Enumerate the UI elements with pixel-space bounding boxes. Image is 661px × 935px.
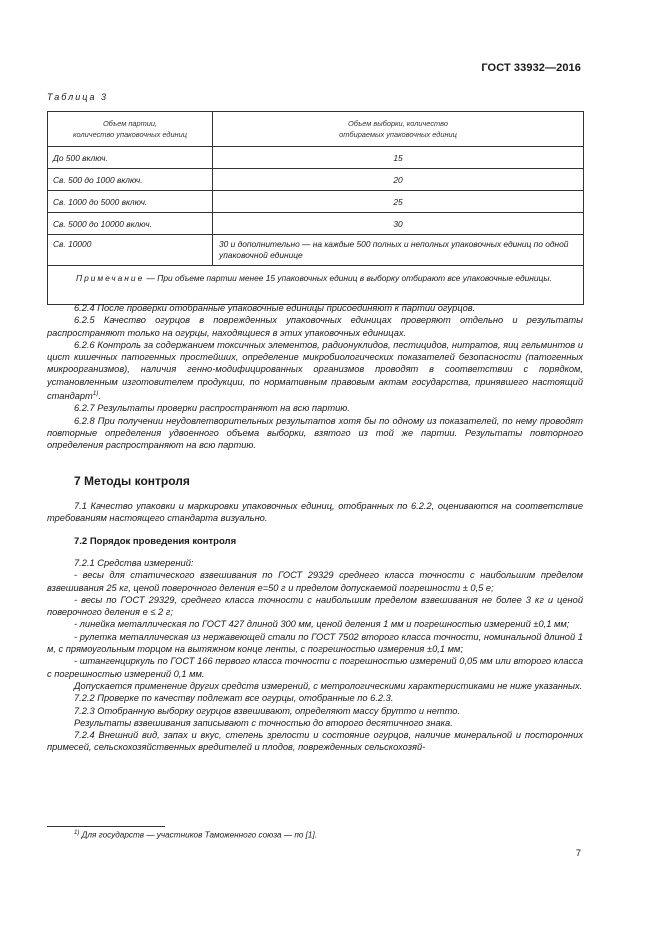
paragraph: 6.2.5 Качество огурцов в поврежденных упаковочных единицах проверяют отдельно и результаты распространяют только на огурцы, находящиеся в этих упаковочных единицах. <box>47 315 583 338</box>
lot-cell: Св. 5000 до 10000 включ. <box>48 213 213 235</box>
column-header-sample: Объем выборки, количество отбираемых упаковочных единиц <box>213 112 584 147</box>
section-7-2-text <box>47 557 583 754</box>
paragraph: 6.2.4 После проверки отобранные упаковочные единицы присоединяют к партии огурцов. <box>74 303 476 313</box>
section-7-title: 7 Методы контроля <box>74 474 190 488</box>
sample-cell: 30 и дополнительно — на каждые 500 полных и неполных упаковочных единиц по одной упаковочной единице <box>213 235 584 266</box>
footnote-mark: 1) <box>74 830 80 836</box>
sample-cell: 15 <box>213 147 584 169</box>
note-label: Примечание <box>76 273 145 283</box>
lot-cell: Св. 1000 до 5000 включ. <box>48 191 213 213</box>
paragraph: 6.2.6 Контроль за содержанием токсичных элементов, радионуклидов, пестицидов, нитратов, яиц гельминтов и цист кишечных патогенных простейших, определение микробиологических показателей безопасности (патогенных микроорганизмов), наличия генно-модифицированных организмов проводят в соответствии с порядком, установленным изготовителем продукции, по нормативным правовым актам государства, принявшего настоящий стандарт$^{1)}$. <box>47 339 583 402</box>
footnote-divider <box>47 826 165 827</box>
paragraph: - штангенциркуль по ГОСТ 166 первого класса точности с погрешностью измерений 0,05 мм или второго класса с погрешностью измерений 0,1 мм. <box>47 656 583 679</box>
footnote <box>74 830 317 840</box>
document-header: ГОСТ 33932—2016 <box>481 62 581 74</box>
paragraph: Результаты взвешивания записывают с точностью до второго десятичного знака. <box>74 717 453 728</box>
column-header-lot: Объем партии, количество упаковочных единиц <box>48 112 213 147</box>
paragraph: - линейка металлическая по ГОСТ 427 длиной 300 мм, ценой деления 1 мм и погрешностью измерений ±0,1 мм; <box>74 619 570 630</box>
paragraph: 6.2.7 Результаты проверки распространяют на всю партию. <box>74 403 350 414</box>
paragraph: - весы для статического взвешивания по ГОСТ 29329 среднего класса точности с наибольшим пределом взвешивания 25 кг, ценой поверочного деления e=50 г и пределом допускаемой погрешности ± 0,5 e; <box>47 570 583 593</box>
paragraph: Допускается применение других средств измерений, с метрологическими характеристиками не ниже указанных. <box>74 680 583 691</box>
section-6-2-text <box>47 302 583 452</box>
table-note <box>48 266 584 305</box>
paragraph: 7.2.1 Средства измерений: <box>74 558 194 568</box>
table-row <box>48 235 584 266</box>
table-header-row <box>48 112 584 147</box>
section-7-2-title: 7.2 Порядок проведения контроля <box>74 536 237 547</box>
note-text: — При объеме партии менее 15 упаковочных единиц в выборку отбирают все упаковочные единицы. <box>144 273 552 283</box>
table-note-row <box>48 266 584 305</box>
paragraph: 7.2.2 Проверке по качеству подлежат все огурцы, отобранные по 6.2.3. <box>74 693 394 704</box>
table-row <box>48 169 584 191</box>
footnote-text: Для государств — участников Таможенного союза — по [1]. <box>79 830 318 840</box>
sampling-table <box>47 111 584 305</box>
sample-cell: 20 <box>213 169 584 191</box>
paragraph: 7.2.3 Отобранную выборку огурцов взвешивают, определяют массу брутто и нетто. <box>74 705 460 716</box>
lot-cell: Св. 500 до 1000 включ. <box>48 169 213 191</box>
section-7-1-text <box>47 500 583 525</box>
paragraph: 7.2.4 Внешний вид, запах и вкус, степень зрелости и состояние огурцов, наличие минеральной и посторонних примесей, сельскохозяйственных вредителей и плодов, поврежденных сельскохозяй- <box>47 730 583 753</box>
paragraph: 6.2.8 При получении неудовлетворительных результатов хотя бы по одному из показателей, по нему проводят повторные определения удвоенного объема выборки, взятого из той же партии. Результаты повторного определения распространяют на всю партию. <box>47 415 583 451</box>
table-row <box>48 191 584 213</box>
page-number: 7 <box>575 848 581 859</box>
lot-cell: Св. 10000 <box>48 235 213 266</box>
sample-cell: 25 <box>213 191 584 213</box>
lot-cell: До 500 включ. <box>48 147 213 169</box>
table-row <box>48 147 584 169</box>
footnote-ref: 1) <box>92 390 99 398</box>
sample-cell: 30 <box>213 213 584 235</box>
paragraph: - весы по ГОСТ 29329, среднего класса точности с наибольшим пределом взвешивания не более 3 кг и ценой поверочного деления e ≤ 2 г; <box>47 594 583 618</box>
paragraph: - рулетка металлическая из нержавеющей стали по ГОСТ 7502 второго класса точности, номинальной длиной 1 м, с прямоугольным торцом на вытяжном конце ленты, с погрешностью измерения ±0,1 мм; <box>47 631 583 655</box>
table-row <box>48 213 584 235</box>
table-caption: Таблица 3 <box>47 92 109 102</box>
paragraph: 7.1 Качество упаковки и маркировки упаковочных единиц, отобранных по 6.2.2, оцениваются на соответствие требованиям настоящего стандарта визуально. <box>47 501 583 524</box>
